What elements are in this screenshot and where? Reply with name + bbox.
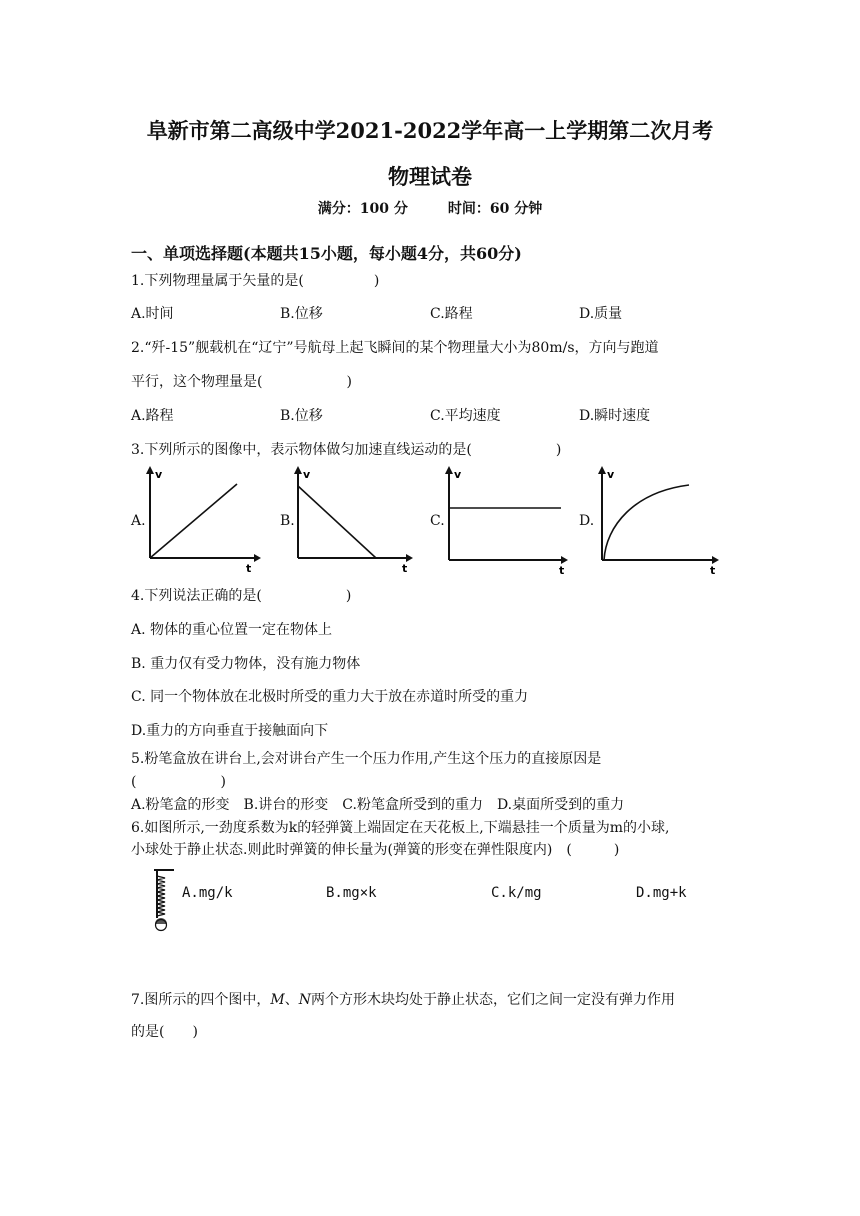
section-heading: 一、单项选择题(本题共15小题，每小题4分，共60分) (131, 244, 522, 263)
symbol-n: N (298, 992, 311, 1008)
question-1-stem: 1.下列物理量属于矢量的是( ) (131, 273, 380, 289)
page-subtitle: 物理试卷 (388, 164, 472, 189)
graph-b-axis-t: t (402, 562, 408, 575)
question-3-option-d: D. (579, 513, 595, 529)
question-2-option-a: A.路程 (131, 408, 174, 424)
question-6-stem-line2: 小球处于静止状态.则此时弹簧的伸长量为(弹簧的形变在弹性限度内) ( ) (131, 842, 620, 858)
question-7-stem-line1 (131, 989, 675, 1009)
question-2-option-c: C.平均速度 (430, 408, 501, 424)
question-6-option-c: C.k/mg (491, 885, 542, 901)
graph-c-axis-v: v (454, 468, 462, 481)
graph-b-axis-v: v (303, 468, 311, 481)
question-2-stem-line2: 平行，这个物理量是( ) (131, 374, 352, 390)
question-4-option-b: B. 重力仅有受力物体，没有施力物体 (131, 656, 361, 672)
graph-a (142, 466, 262, 576)
question-1-option-c: C.路程 (430, 306, 473, 322)
graph-d-axis-t: t (710, 564, 716, 576)
question-4-option-a: A. 物体的重心位置一定在物体上 (131, 622, 333, 638)
question-3-option-c: C. (430, 513, 445, 529)
graph-d-curve (604, 485, 689, 560)
exam-meta (0, 198, 860, 218)
question-1-option-d: D.质量 (579, 306, 623, 322)
question-5-stem-line1: 5.粉笔盒放在讲台上,会对讲台产生一个压力作用,产生这个压力的直接原因是 (131, 751, 602, 767)
question-7-stem-prefix: 7.图所示的四个图中， (131, 992, 271, 1008)
graph-a-axis-v: v (155, 468, 163, 481)
question-5-stem-line2: ( ) (131, 774, 226, 790)
question-2-stem-line1: 2.“歼-15”舰载机在“辽宁”号航母上起飞瞬间的某个物理量大小为80m/s，方向与跑道 (131, 340, 659, 356)
question-1-option-b: B.位移 (280, 306, 323, 322)
question-4-option-d: D.重力的方向垂直于接触面向下 (131, 723, 329, 739)
graph-a-line (150, 484, 237, 558)
question-6-option-a: A.mg/k (182, 885, 233, 901)
graph-c (441, 466, 571, 576)
graph-b (290, 466, 415, 576)
question-3-option-a: A. (131, 513, 146, 529)
question-2-option-d: D.瞬时速度 (579, 408, 651, 424)
graph-b-line (298, 486, 376, 558)
question-7-stem-suffix: 两个方形木块均处于静止状态，它们之间一定没有弹力作用 (310, 992, 675, 1008)
question-3-stem: 3.下列所示的图像中，表示物体做匀加速直线运动的是( ) (131, 442, 562, 458)
question-1-option-a: A.时间 (131, 306, 174, 322)
question-3-option-b: B. (280, 513, 295, 529)
full-score: 满分：100 分 (317, 201, 408, 217)
graph-d (594, 466, 722, 576)
symbol-m: M (270, 992, 285, 1008)
spring-diagram (152, 866, 176, 934)
exam-time: 时间：60 分钟 (447, 201, 543, 217)
graph-a-axis-t: t (246, 562, 252, 575)
question-6-option-d: D.mg+k (636, 885, 687, 901)
question-6-stem-line1: 6.如图所示,一劲度系数为k的轻弹簧上端固定在天花板上,下端悬挂一个质量为m的小球, (131, 820, 670, 836)
symbol-separator: 、 (284, 992, 299, 1008)
page-title: 阜新市第二高级中学2021-2022学年高一上学期第二次月考 (146, 118, 714, 143)
graph-c-axis-t: t (559, 564, 565, 576)
question-7-stem-line2: 的是( ) (131, 1024, 198, 1040)
question-6-option-b: B.mg×k (326, 885, 377, 901)
graph-d-axis-v: v (607, 468, 615, 481)
question-2-option-b: B.位移 (280, 408, 323, 424)
question-4-stem: 4.下列说法正确的是( ) (131, 588, 352, 604)
question-4-option-c: C. 同一个物体放在北极时所受的重力大于放在赤道时所受的重力 (131, 689, 529, 705)
spring (157, 876, 165, 916)
question-5-options: A.粉笔盒的形变 B.讲台的形变 C.粉笔盒所受到的重力 D.桌面所受到的重力 (131, 797, 625, 813)
